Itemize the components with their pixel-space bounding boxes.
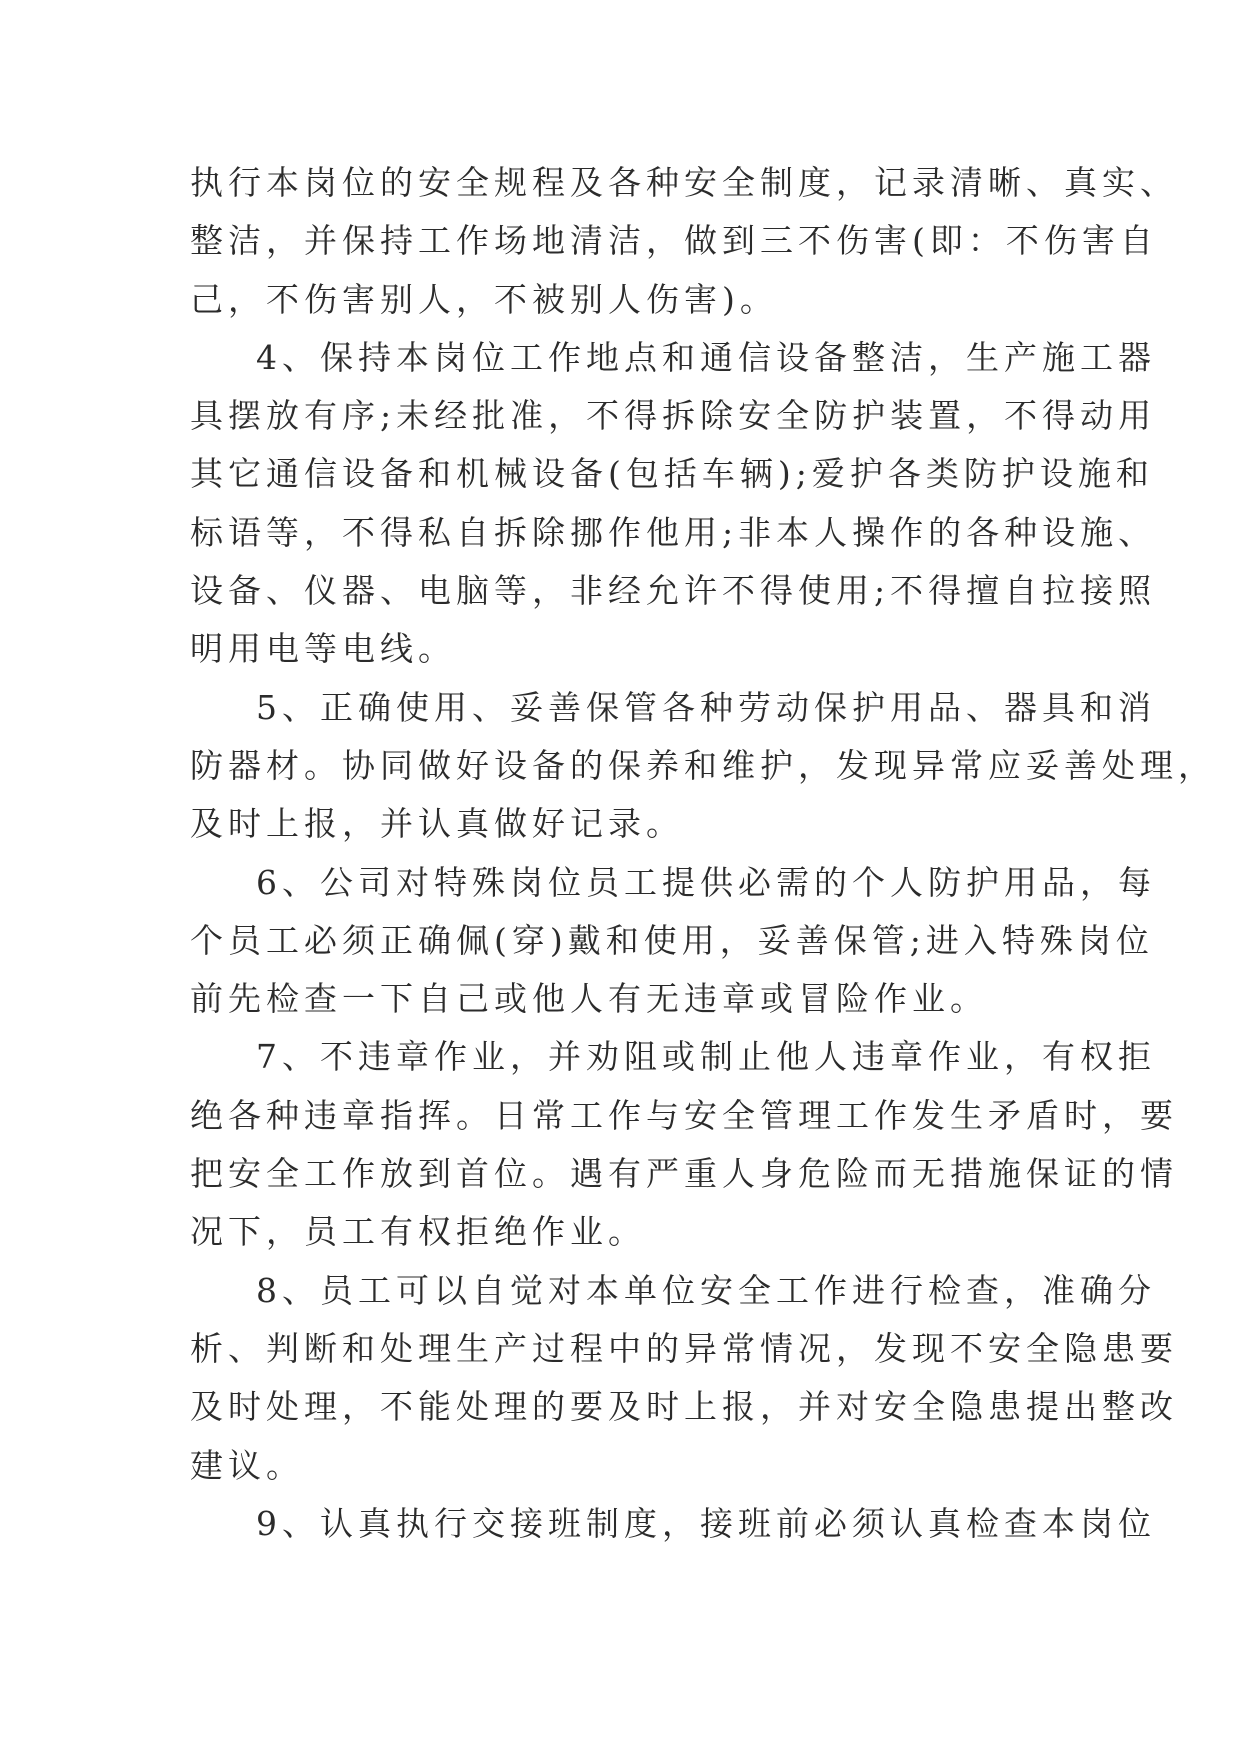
- text-line: 其它通信设备和机械设备(包括车辆);爱护各类防护设施和: [190, 454, 1154, 494]
- text-line: 设备、仪器、电脑等，非经允许不得使用;不得擅自拉接照: [190, 571, 1157, 611]
- text-line: 7、不违章作业，并劝阻或制止他人违章作业，有权拒: [256, 1037, 1156, 1077]
- text-line: 把安全工作放到首位。遇有严重人身危险而无措施保证的情: [190, 1154, 1178, 1194]
- text-line: 析、判断和处理生产过程中的异常情况，发现不安全隐患要: [190, 1328, 1178, 1368]
- text-line: 5、正确使用、妥善保管各种劳动保护用品、器具和消: [256, 687, 1156, 727]
- text-line: 标语等，不得私自拆除挪作他用;非本人操作的各种设施、: [190, 512, 1157, 552]
- text-line: 建议。: [190, 1445, 304, 1485]
- text-line: 个员工必须正确佩(穿)戴和使用，妥善保管;进入特殊岗位: [190, 920, 1154, 960]
- paragraph-item-9: [190, 1495, 1156, 1553]
- text-line: 9、认真执行交接班制度，接班前必须认真检查本岗位: [256, 1503, 1156, 1543]
- text-line: 8、员工可以自觉对本单位安全工作进行检查，准确分: [256, 1270, 1156, 1310]
- paragraph-item-4: [190, 329, 1157, 679]
- text-line: 及时处理，不能处理的要及时上报，并对安全隐患提出整改: [190, 1387, 1178, 1427]
- text-line: 具摆放有序;未经批准，不得拆除安全防护装置，不得动用: [190, 396, 1157, 436]
- text-line: 防器材。协同做好设备的保养和维护，发现异常应妥善处理，: [190, 745, 1216, 785]
- text-line: 己，不伤害别人，不被别人伤害)。: [190, 279, 778, 319]
- text-line: 及时上报，并认真做好记录。: [190, 804, 684, 844]
- text-line: 明用电等电线。: [190, 629, 456, 669]
- paragraph-item-8: [190, 1262, 1178, 1495]
- paragraph-item-6: [190, 854, 1156, 1029]
- paragraph-continuation: [190, 154, 1178, 329]
- text-line: 执行本岗位的安全规程及各种安全制度，记录清晰、真实、: [190, 163, 1178, 202]
- paragraph-item-7: [190, 1028, 1178, 1261]
- document-body: [190, 154, 1216, 1553]
- text-line: 整洁，并保持工作场地清洁，做到三不伤害(即：不伤害自: [190, 221, 1158, 261]
- text-line: 前先检查一下自己或他人有无违章或冒险作业。: [190, 979, 988, 1019]
- text-line: 况下，员工有权拒绝作业。: [190, 1212, 646, 1252]
- text-line: 绝各种违章指挥。日常工作与安全管理工作发生矛盾时，要: [190, 1095, 1178, 1135]
- text-line: 6、公司对特殊岗位员工提供必需的个人防护用品，每: [256, 862, 1156, 902]
- paragraph-item-5: [190, 679, 1216, 854]
- text-line: 4、保持本岗位工作地点和通信设备整洁，生产施工器: [256, 337, 1156, 377]
